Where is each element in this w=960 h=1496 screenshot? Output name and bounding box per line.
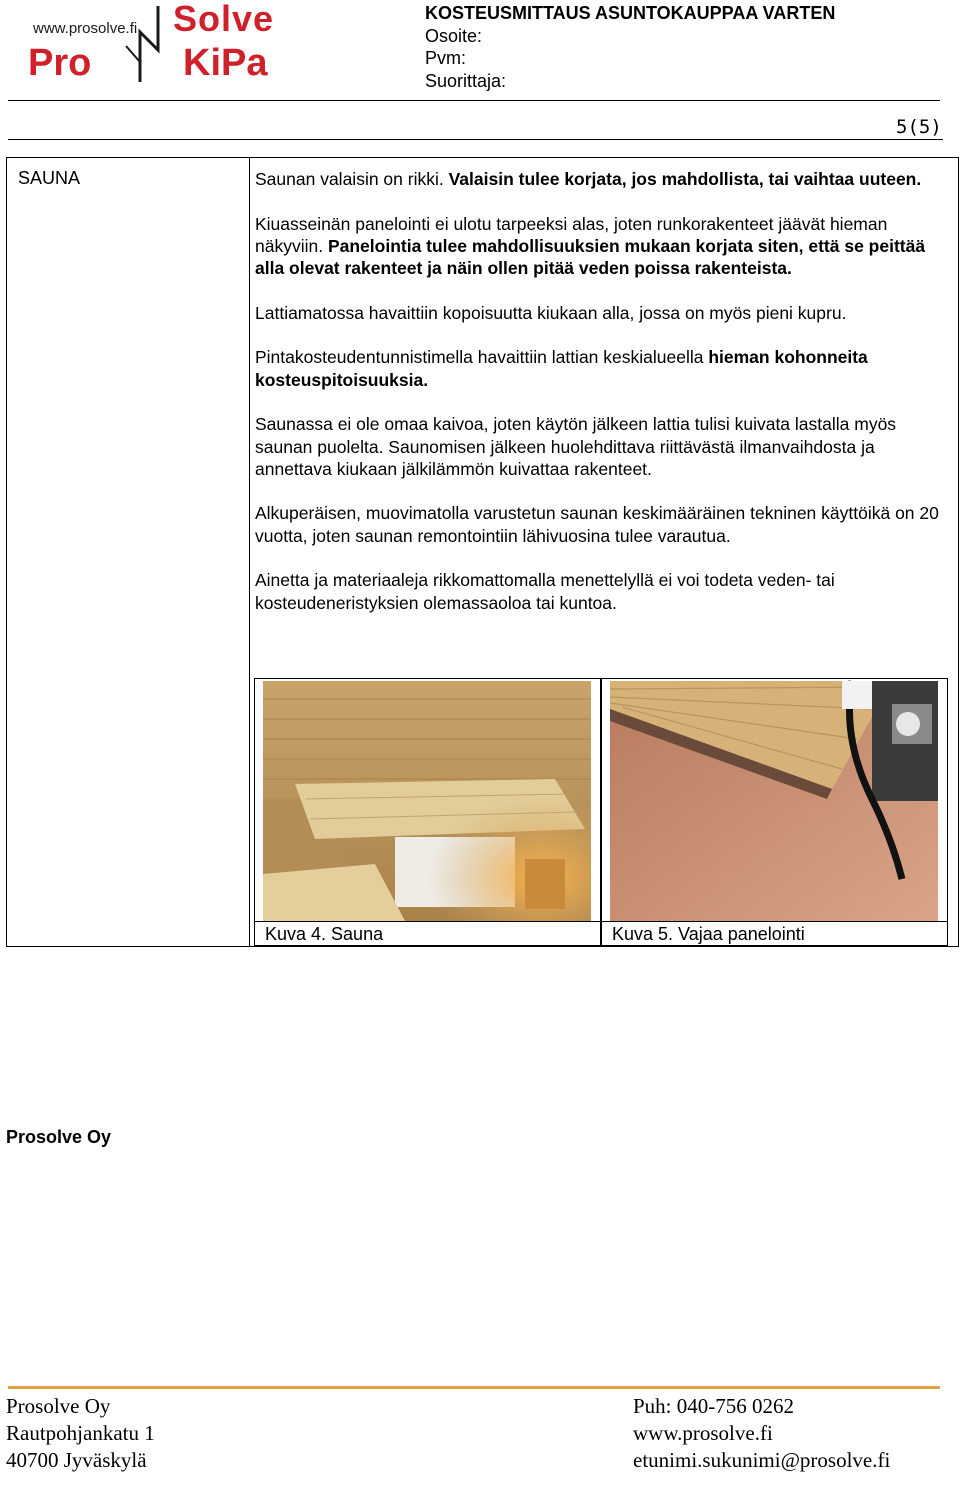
footer-address — [6, 1393, 155, 1474]
performer-label: Suorittaja: — [425, 70, 507, 91]
report-title: KOSTEUSMITTAUS ASUNTOKAUPPAA VARTEN — [425, 3, 836, 23]
section-label: SAUNA — [18, 168, 81, 188]
report-header — [425, 2, 835, 92]
page-number-divider — [8, 139, 943, 140]
caption-divider — [602, 921, 947, 922]
photo-caption: Kuva 5. Vajaa panelointi — [612, 924, 805, 944]
paragraph: Saunan valaisin on rikki. Valaisin tulee korjata, jos mahdollista, tai vaihtaa uuteen. — [255, 169, 922, 189]
address-label: Osoite: — [425, 25, 483, 46]
header-divider — [8, 100, 940, 101]
footer-company: Prosolve Oy — [6, 1394, 111, 1418]
company-name: Prosolve Oy — [6, 1127, 112, 1147]
paragraph: Kiuasseinän panelointi ei ulotu tarpeeksi alas, joten runkorakenteet jäävät hieman näkyviin. Panelointia tulee mahdollisuuksien mukaan korjata siten, että se peittää alla olevat rakenteet ja näin ollen pitää veden poissa rakenteista. — [255, 213, 926, 279]
section-content — [255, 168, 945, 636]
page-number: 5(5) — [896, 116, 942, 138]
company-logo — [8, 2, 308, 82]
caption-divider — [255, 921, 600, 922]
footer-street: Rautpohjankatu 1 — [6, 1421, 155, 1445]
footer-city: 40700 Jyväskylä — [6, 1448, 147, 1472]
paragraph: Saunassa ei ole omaa kaivoa, joten käytön jälkeen lattia tulisi kuivata lastalla myös saunan puolelta. Saunomisen jälkeen huolehdittava riittävästä ilmanvaihdosta ja annettava kiukaan jälkilämmön kuivattaa rakenteet. — [255, 414, 897, 479]
photo-sauna — [254, 678, 601, 946]
photo-paneling — [601, 678, 948, 946]
photo-caption: Kuva 4. Sauna — [265, 924, 384, 944]
footer-divider — [8, 1386, 940, 1389]
logo-url: www.prosolve.fi — [33, 20, 138, 37]
column-divider — [249, 158, 250, 946]
paneling-photo-image — [602, 679, 947, 921]
sauna-photo-image — [255, 679, 600, 921]
footer-email: etunimi.sukunimi@prosolve.fi — [633, 1448, 891, 1472]
logo-kipa-text: KiPa — [183, 42, 268, 84]
paragraph: Ainetta ja materiaaleja rikkomattomalla menettelyllä ei voi todeta veden- tai kosteudeneristyksien olemassaoloa tai kuntoa. — [255, 570, 835, 613]
footer-phone: Puh: 040-756 0262 — [633, 1394, 795, 1418]
footer-contact — [633, 1393, 890, 1474]
footer-website: www.prosolve.fi — [633, 1421, 773, 1445]
paragraph: Pintakosteudentunnistimella havaittiin lattian keskialueella hieman kohonneita kosteuspitoisuuksia. — [255, 347, 868, 390]
logo-solve-text: Solve — [173, 0, 275, 39]
paragraph: Alkuperäisen, muovimatolla varustetun saunan keskimääräinen tekninen käyttöikä on 20 vuotta, joten saunan remontointiin lähivuosina tulee varautua. — [255, 503, 939, 546]
logo-pro-text: Pro — [28, 42, 92, 84]
paragraph: Lattiamatossa havaittiin kopoisuutta kiukaan alla, jossa on myös pieni kupru. — [255, 302, 847, 323]
date-label: Pvm: — [425, 48, 467, 68]
